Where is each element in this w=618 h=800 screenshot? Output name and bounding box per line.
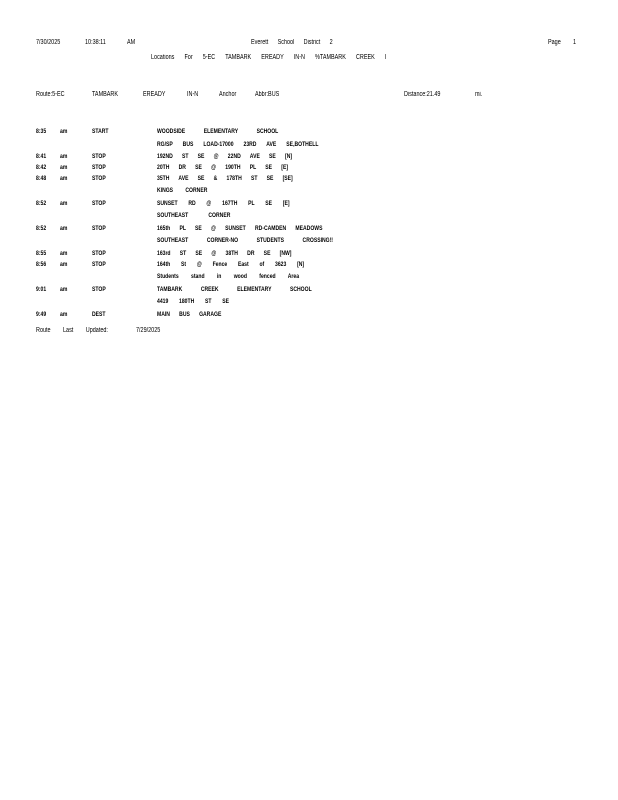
stop-type: STOP [92,261,106,268]
route-distance: Distance:21.49 [404,91,441,98]
stop-description: MAIN BUS GARAGE [157,311,222,318]
stop-time: 8:55 [36,250,47,257]
stop-time: 8:52 [36,200,47,207]
stop-type: DEST [92,311,106,318]
last-updated-date: 7/29/2025 [136,327,161,334]
stop-type: START [92,128,109,135]
stop-time: 8:35 [36,128,47,135]
report-date: 7/30/2025 [36,39,61,46]
route-abbr: Abbr:BUS [255,91,280,98]
report-ampm: AM [127,39,136,46]
stop-note: 4419 180TH ST SE [157,298,230,305]
stop-ampm: am [60,261,68,268]
district-name: Everett School District 2 [251,39,333,46]
stop-ampm: am [60,311,68,318]
stop-type: STOP [92,175,106,182]
stop-description: 20TH DR SE @ 190TH PL SE [E] [157,164,289,171]
stop-ampm: am [60,200,68,207]
report-subtitle: Locations For 5-EC TAMBARK EREADY IN-N %TAMBARK CREEK I [151,54,387,61]
stop-type: STOP [92,225,106,232]
stop-type: STOP [92,153,106,160]
stop-ampm: am [60,286,68,293]
stop-time: 9:01 [36,286,47,293]
stop-time: 9:49 [36,311,47,318]
distance-unit: mi. [475,91,483,98]
stop-type: STOP [92,250,106,257]
stop-ampm: am [60,250,68,257]
stop-description: 192ND ST SE @ 22ND AVE SE [N] [157,153,293,160]
route-name-1: TAMBARK [92,91,118,98]
stop-description: SUNSET RD @ 167TH PL SE [E] [157,200,290,207]
stop-ampm: am [60,164,68,171]
stop-ampm: am [60,225,68,232]
stop-note: Students stand in wood fenced Area [157,273,300,280]
route-code: Route:5-EC [36,91,65,98]
route-name-2: EREADY [143,91,166,98]
stop-ampm: am [60,128,68,135]
stop-time: 8:48 [36,175,47,182]
stop-ampm: am [60,175,68,182]
stop-type: STOP [92,164,106,171]
stop-description: 163rd ST SE @ 38TH DR SE [NW] [157,250,292,257]
stop-description: 35TH AVE SE & 178TH ST SE [SE] [157,175,293,182]
stop-description: 165th PL SE @ SUNSET RD-CAMDEN MEADOWS [157,225,323,232]
route-anchor: Anchor [219,91,237,98]
report-time: 10:38:11 [85,39,106,46]
stop-note: SOUTHEAST CORNER [157,212,231,219]
stop-note: SOUTHEAST CORNER-NO STUDENTS CROSSING!! [157,237,333,244]
stop-ampm: am [60,153,68,160]
stop-note: KINGS CORNER [157,187,208,194]
stop-time: 8:56 [36,261,47,268]
route-direction: IN-N [187,91,199,98]
stop-type: STOP [92,200,106,207]
page-number: 1 [573,39,577,46]
stop-time: 8:52 [36,225,47,232]
stop-time: 8:41 [36,153,47,160]
page-label: Page [548,39,561,46]
last-updated-label: Route Last Updated: [36,327,108,334]
stop-description: TAMBARK CREEK ELEMENTARY SCHOOL [157,286,312,293]
stop-note: RG/SP BUS LOAD-17000 23RD AVE SE,BOTHELL [157,141,319,148]
stop-description: 164th St @ Fence East of 3623 [N] [157,261,305,268]
stop-time: 8:42 [36,164,47,171]
stop-type: STOP [92,286,106,293]
stop-description: WOODSIDE ELEMENTARY SCHOOL [157,128,279,135]
